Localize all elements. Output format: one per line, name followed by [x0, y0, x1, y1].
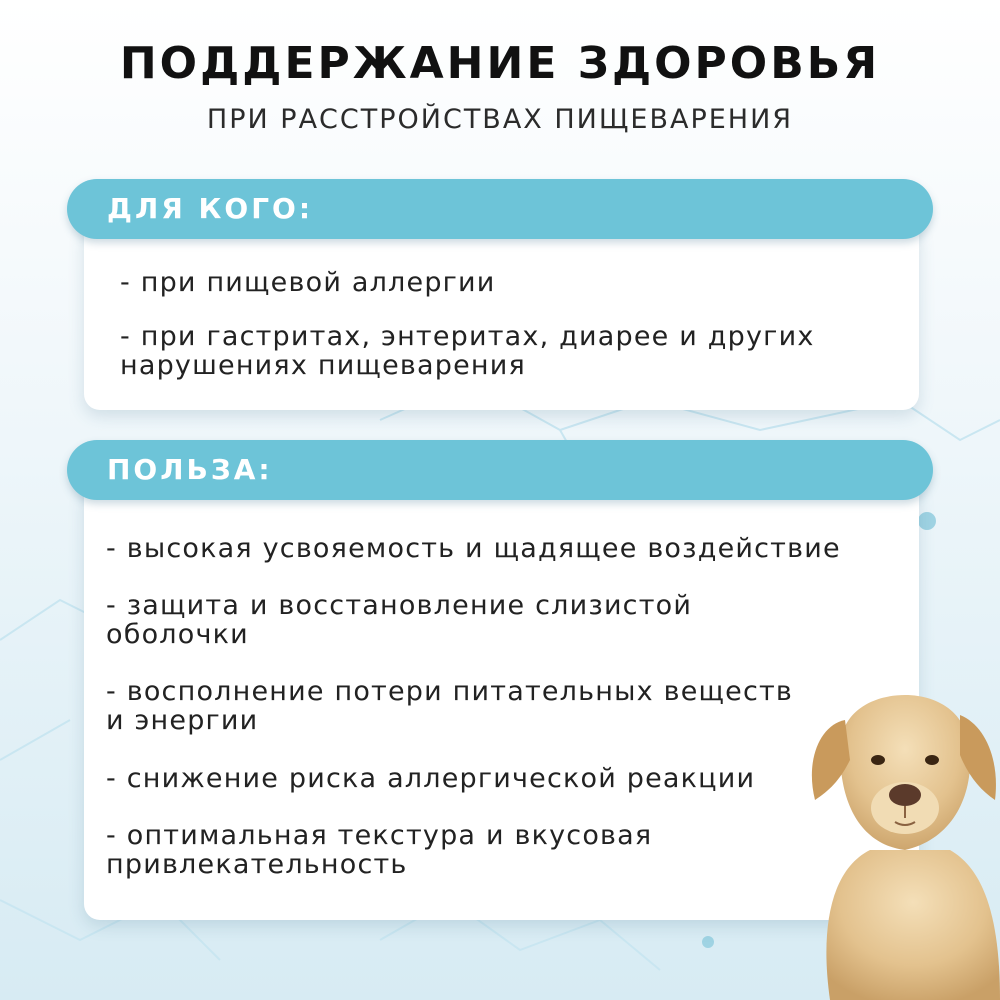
- decorative-dot: [702, 936, 714, 948]
- section-label: ПОЛЬЗА:: [107, 453, 273, 486]
- list-item: - при гастритах, энтеритах, диарее и других нарушениях пищеварения: [120, 321, 815, 381]
- benefit-header: [67, 440, 933, 500]
- page-subtitle: ПРИ РАССТРОЙСТВАХ ПИЩЕВАРЕНИЯ: [206, 104, 794, 135]
- for-whom-card: [84, 220, 919, 410]
- for-whom-header: [67, 179, 933, 239]
- list-item: - при пищевой аллергии: [120, 267, 496, 298]
- benefit-card: [84, 480, 919, 920]
- list-item: - оптимальная текстура и вкусовая привлекательность: [106, 820, 653, 880]
- labrador-dog-image: [800, 690, 1000, 1000]
- list-item: - снижение риска аллергической реакции: [106, 763, 756, 794]
- list-item: - восполнение потери питательных веществ и энергии: [106, 676, 794, 736]
- list-item: - защита и восстановление слизистой оболочки: [106, 590, 693, 650]
- page-title: ПОДДЕРЖАНИЕ ЗДОРОВЬЯ: [119, 38, 881, 89]
- list-item: - высокая усвояемость и щадящее воздействие: [106, 533, 841, 564]
- section-label: ДЛЯ КОГО:: [107, 192, 314, 225]
- decorative-dot: [918, 512, 936, 530]
